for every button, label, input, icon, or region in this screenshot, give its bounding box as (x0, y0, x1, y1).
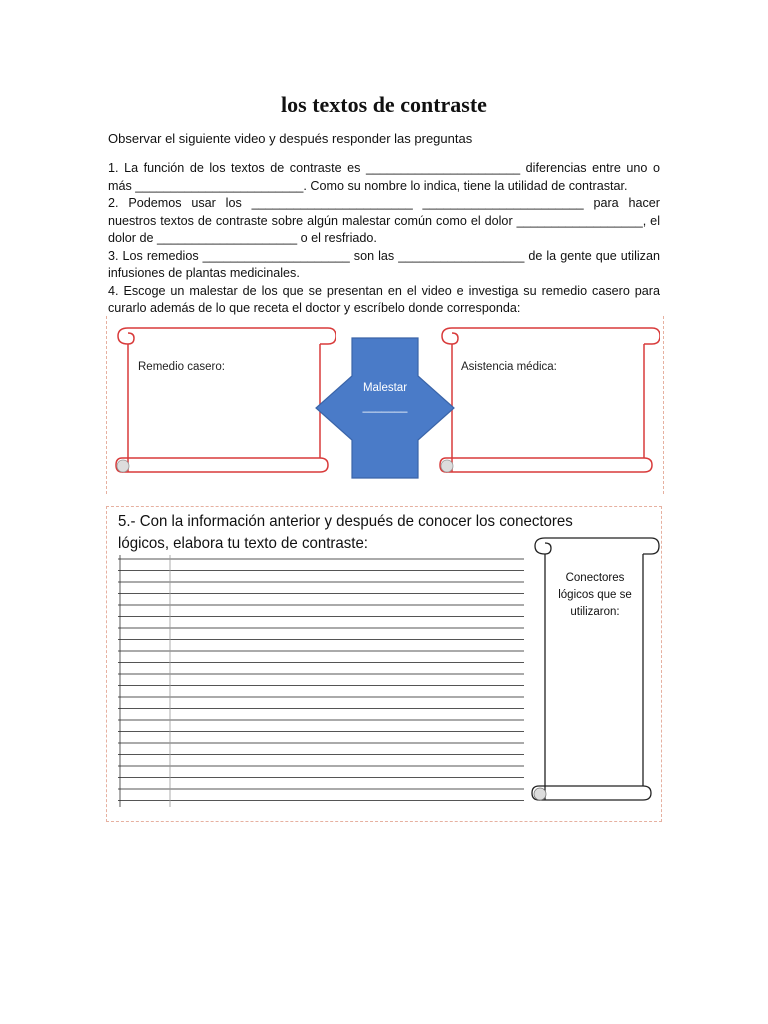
question-4: 4. Escoge un malestar de los que se presentan en el video e investiga su remedio casero para curarlo además de lo que receta el doctor y escríbelo donde corresponda: (108, 283, 660, 315)
conectores-label (556, 570, 634, 621)
document-title: los textos de contraste (281, 92, 487, 117)
malestar-blank: _______ (362, 401, 408, 413)
section5-prompt: 5.- Con la información anterior y después de conocer los conectores lógicos, elabora tu texto de contraste: (118, 513, 573, 552)
lined-writing-area (118, 555, 524, 807)
asistencia-medica-label: Asistencia médica: (461, 361, 557, 373)
question-3: 3. Los remedios _____________________ son las __________________ de la gente que utilizan infusiones de plantas medicinales. (108, 248, 660, 280)
questions-block (108, 160, 660, 318)
remedio-casero-scroll (114, 322, 336, 482)
remedio-casero-label: Remedio casero: (138, 361, 225, 373)
malestar-label: Malestar (362, 382, 408, 394)
question-1: 1. La función de los textos de contraste es ______________________ diferencias entre uno o más ________________________. Como su nombre lo indica, tiene la utilidad de contrastar. (108, 161, 660, 193)
conectores-line-2: lógicos que se (558, 589, 632, 601)
instructions: Observar el siguiente video y después responder las preguntas (108, 131, 473, 146)
asistencia-medica-scroll (438, 322, 660, 482)
conectores-line-3: utilizaron: (570, 606, 620, 618)
question-2: 2. Podemos usar los _______________________ _______________________ para hacer nuestros textos de contraste sobre algún malestar común como el dolor __________________, el dolor de ____________________ o el resfriado. (108, 196, 660, 245)
conectores-line-1: Conectores (565, 572, 625, 584)
